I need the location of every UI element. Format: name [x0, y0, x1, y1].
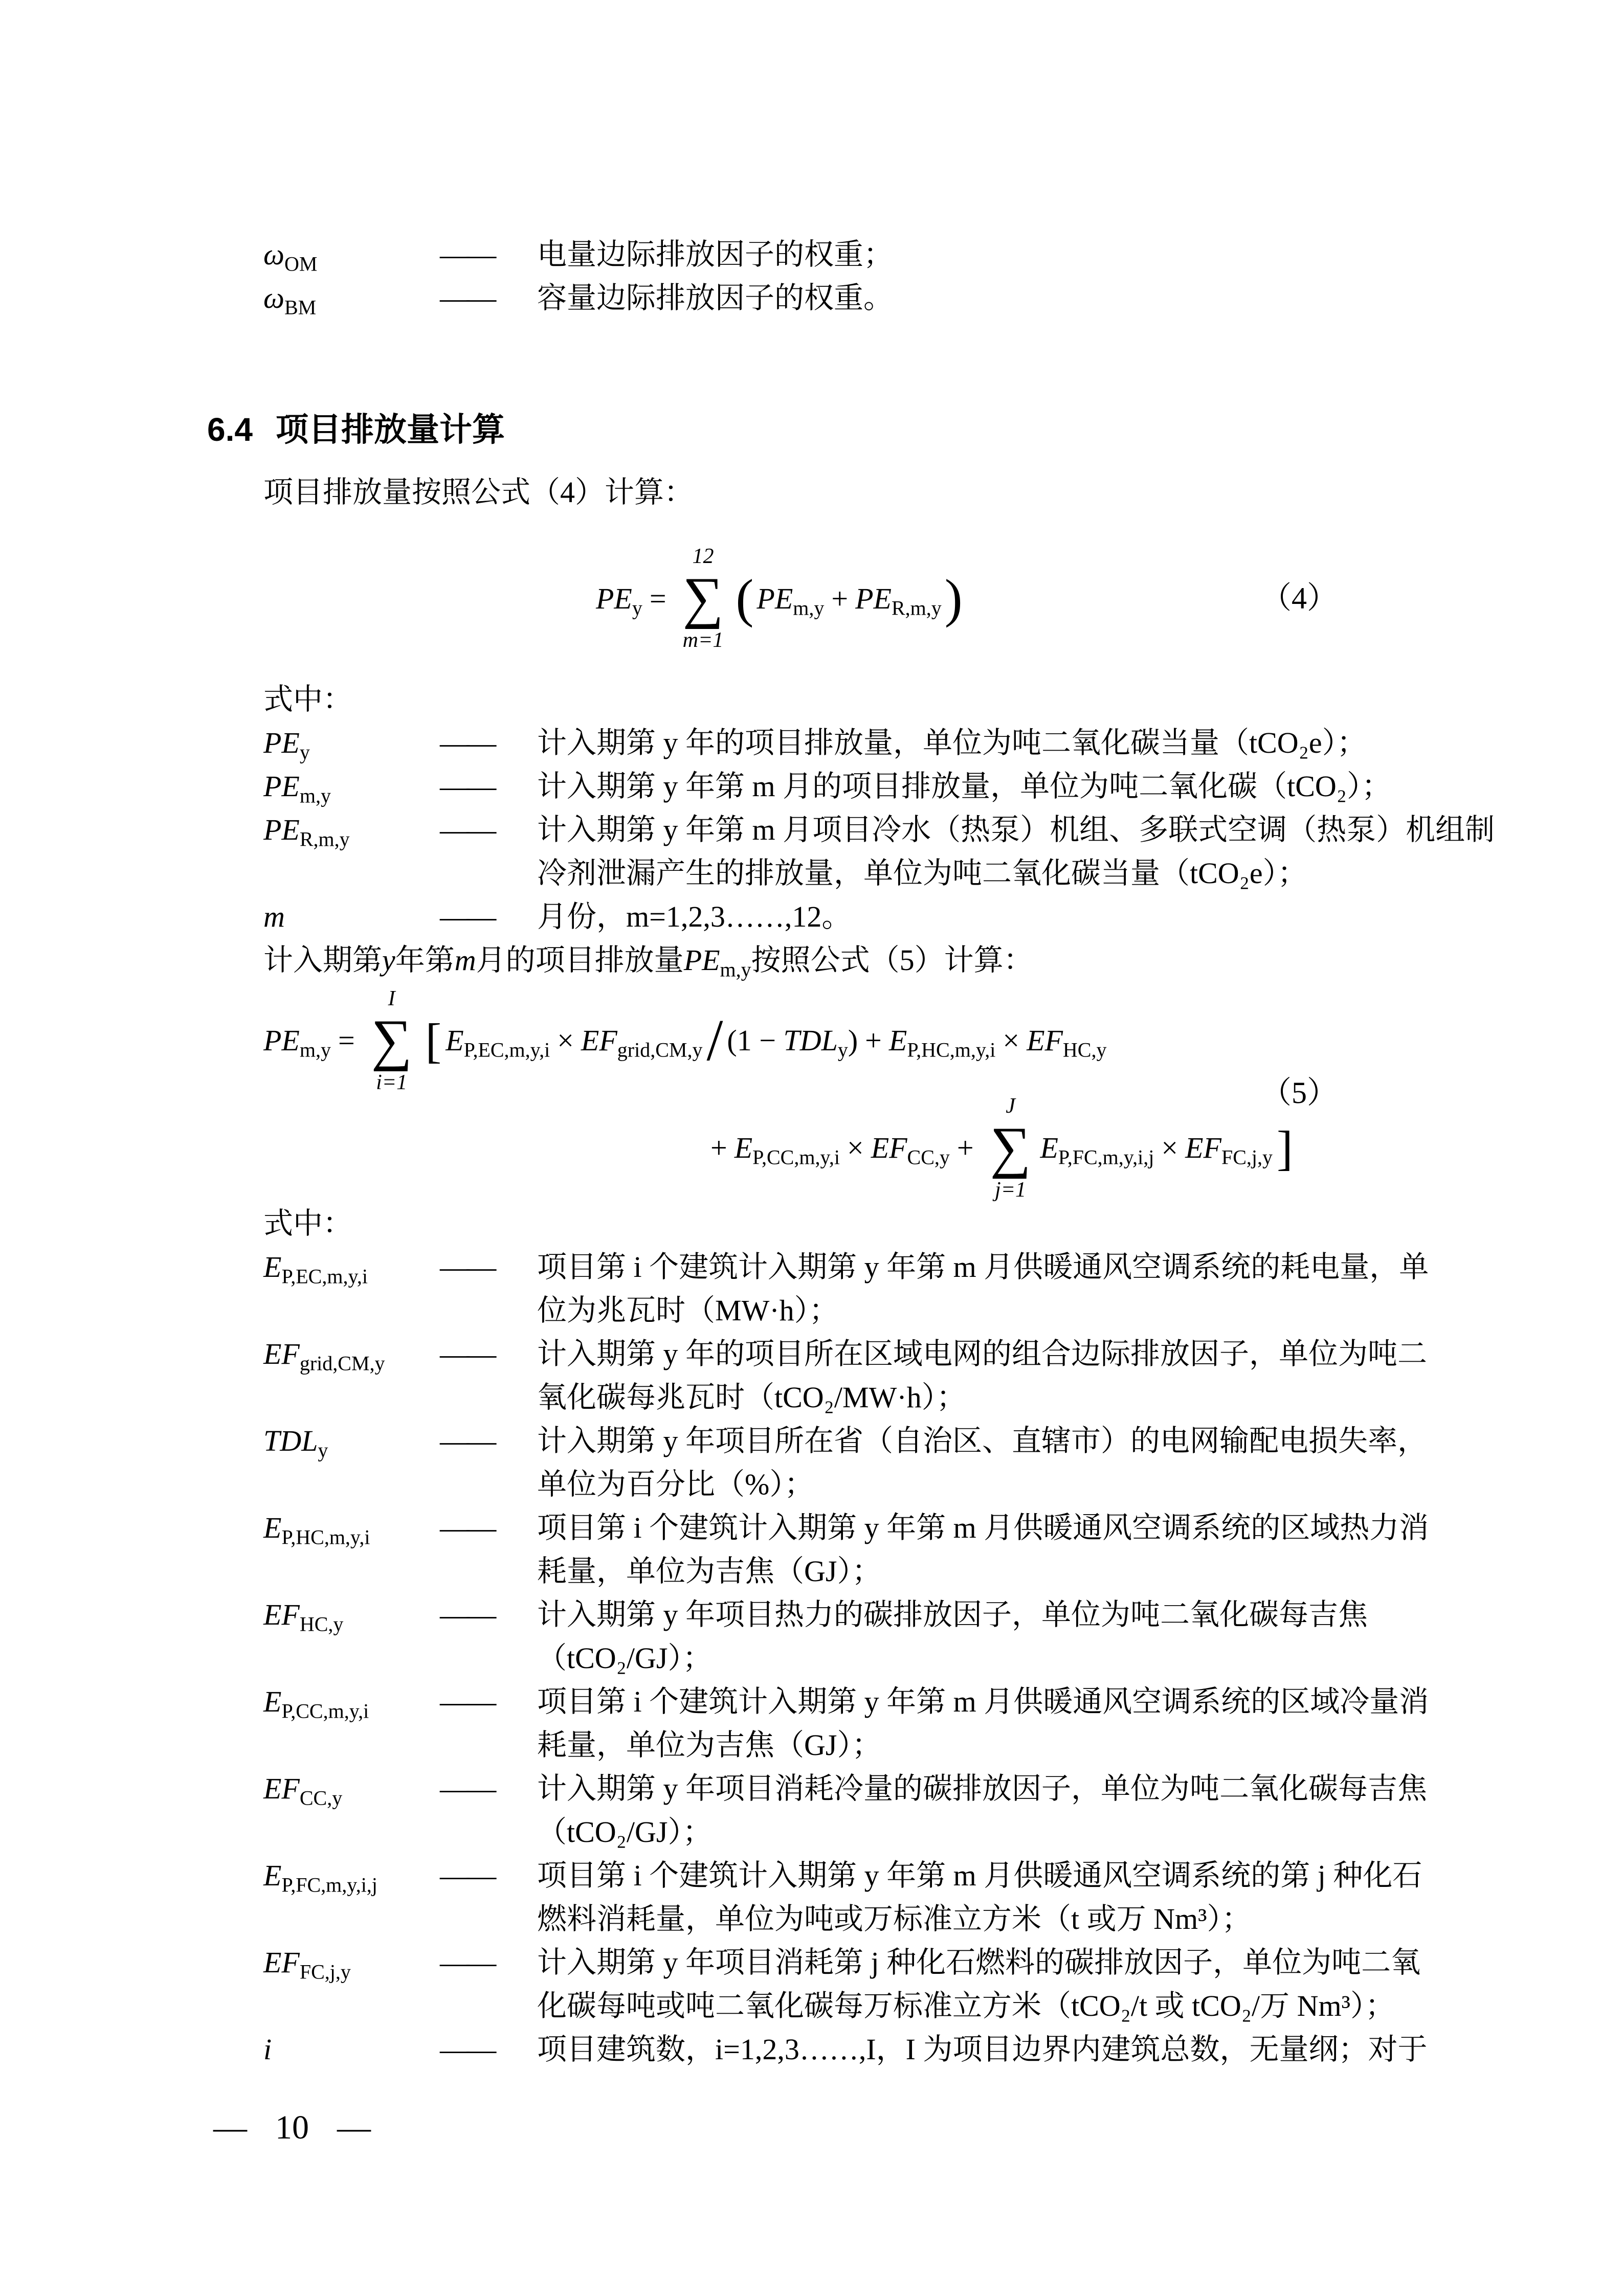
page-number — [213, 2106, 371, 2149]
definition-line: 项目第 i 个建筑计入期第 y 年第 m 月供暖通风空调系统的区域热力消 — [537, 1511, 1429, 1544]
term-symbol — [263, 895, 440, 938]
math-variable — [382, 943, 395, 977]
math-variable-subscript: CC,y — [907, 1146, 950, 1169]
math-variable — [871, 1131, 950, 1169]
term-subscript: P,EC,m,y,i — [281, 1265, 368, 1288]
definition-row — [263, 1593, 1432, 1680]
definition-row — [263, 233, 1432, 276]
formula-5-label: （5） — [1261, 1076, 1338, 1110]
math-variable — [855, 581, 942, 620]
math-variable — [1040, 1131, 1154, 1169]
definition-dash: —— — [440, 1337, 494, 1370]
definition-dash: —— — [440, 1424, 494, 1457]
math-variable — [888, 1023, 996, 1062]
formula-4 — [263, 534, 1432, 662]
math-operator: + — [956, 1131, 974, 1165]
term-base: PE — [263, 813, 300, 846]
summation — [683, 545, 724, 652]
math-variable — [683, 943, 751, 981]
summation-lower-limit: i=1 — [376, 1070, 408, 1094]
page-number-left-dash: — — [213, 2109, 247, 2146]
sigma-symbol: ∑ — [371, 1008, 412, 1072]
math-variable — [783, 1023, 848, 1062]
definition-line: 容量边际排放因子的权重。 — [537, 281, 894, 314]
page-number-value: 10 — [275, 2109, 309, 2146]
math-variable — [1027, 1023, 1107, 1062]
formula-text: 计入期第 — [263, 943, 383, 977]
section-number: 6.4 — [207, 411, 253, 448]
definition-line: 单位为百分比（%）； — [537, 1467, 814, 1501]
definition-text — [537, 1332, 1432, 1419]
math-operator: × — [847, 1131, 864, 1165]
term-base: EF — [263, 1337, 300, 1370]
definition-line: 化碳每吨或吨二氧化碳每万标准立方米（tCO₂/t 或 tCO₂/万 Nm³）； — [537, 1989, 1395, 2022]
term-symbol — [263, 1593, 440, 1636]
definition-text — [537, 1680, 1432, 1767]
term-base: ω — [263, 238, 284, 271]
definition-dash: —— — [440, 2032, 494, 2066]
summation — [371, 987, 412, 1094]
definition-row — [263, 2028, 1432, 2071]
formula-4-expression: $PE_y$ = 12 ∑ m=1 ( $PE_{m,y}$ + $PE_{R,m,y}$ ) — [596, 545, 963, 652]
definition-row — [263, 1767, 1432, 1854]
term-subscript: BM — [284, 296, 317, 319]
math-variable-base: EF — [871, 1131, 907, 1165]
definition-text — [537, 1245, 1432, 1332]
term-base: TDL — [263, 1424, 318, 1457]
where-label-2: 式中： — [263, 1206, 353, 1240]
math-variable-base: TDL — [783, 1024, 838, 1057]
definition-dash: —— — [440, 900, 494, 933]
term-symbol — [263, 1680, 440, 1723]
formula-5-expression-line1: $PE_{m,y}$ = I ∑ i=1 [ $E_{P,EC,m,y,i}$ × $EF_{grid,CM,y}$ / (1 − $TDL_y$ ) + $E_{P,HC,m,y,i}$ × $EF_{HC,y}$ — [263, 987, 1107, 1094]
math-variable-base: E — [734, 1131, 753, 1165]
term-subscript: FC,j,y — [299, 1960, 351, 1984]
math-variable — [596, 581, 642, 620]
math-variable-subscript: P,EC,m,y,i — [463, 1039, 550, 1062]
definition-text — [537, 808, 1495, 895]
definition-dash: —— — [440, 1945, 494, 1979]
definition-dash: —— — [440, 1597, 494, 1631]
section-title: 项目排放量计算 — [275, 411, 505, 448]
term-subscript: P,HC,m,y,i — [281, 1525, 370, 1549]
math-variable-base: E — [446, 1024, 464, 1057]
math-variable-base: PE — [683, 943, 720, 977]
definition-text — [537, 233, 1432, 276]
term-subscript: OM — [284, 252, 318, 276]
definition-text — [537, 764, 1432, 808]
math-operator: = — [649, 581, 666, 615]
term-base: E — [263, 1250, 282, 1284]
term-base: PE — [263, 770, 300, 803]
definition-line: 计入期第 y 年项目所在省（自治区、直辖市）的电网输配电损失率， — [537, 1424, 1428, 1457]
definition-row — [263, 721, 1432, 764]
definition-row — [263, 1941, 1432, 2028]
definition-text — [537, 895, 1432, 938]
definition-row — [263, 276, 1432, 320]
math-variable — [263, 1023, 331, 1062]
term-symbol — [263, 1419, 440, 1462]
definition-line: （tCO₂/GJ）； — [537, 1641, 713, 1675]
definition-row — [263, 1419, 1432, 1506]
definition-dash: —— — [440, 1250, 494, 1284]
definition-line: 计入期第 y 年第 m 月的项目排放量，单位为吨二氧化碳（tCO₂）； — [537, 770, 1392, 803]
term-subscript: y — [318, 1438, 328, 1462]
math-variable-subscript: R,m,y — [891, 596, 942, 620]
term-symbol — [263, 1941, 440, 1984]
term-base: EF — [263, 1771, 300, 1805]
omega-definition-list — [263, 233, 1432, 320]
math-variable-base: PE — [263, 1024, 300, 1057]
definition-dash: —— — [440, 770, 494, 803]
formula-5-definition-list — [263, 1245, 1432, 2071]
term-symbol — [263, 233, 440, 276]
math-operator: × — [1161, 1131, 1178, 1165]
page-content — [207, 233, 1495, 2071]
math-variable-base: E — [888, 1024, 907, 1057]
definition-line: 项目第 i 个建筑计入期第 y 年第 m 月供暖通风空调系统的区域冷量消 — [537, 1684, 1429, 1718]
term-symbol — [263, 1245, 440, 1289]
definition-row — [263, 1854, 1432, 1941]
term-base: EF — [263, 1945, 300, 1979]
summation-lower-limit: m=1 — [682, 628, 724, 652]
term-symbol — [263, 2028, 440, 2071]
term-base: E — [263, 1684, 282, 1718]
math-operator: + — [865, 1024, 882, 1057]
term-subscript: grid,CM,y — [299, 1352, 385, 1375]
summation — [990, 1094, 1031, 1202]
definition-line: 氧化碳每兆瓦时（tCO₂/MW·h）； — [537, 1380, 966, 1414]
definition-line: 燃料消耗量，单位为吨或万标准立方米（t 或万 Nm³）； — [537, 1902, 1252, 1935]
term-subscript: CC,y — [299, 1786, 343, 1810]
definition-line: 计入期第 y 年第 m 月项目冷水（热泵）机组、多联式空调（热泵）机组制 — [537, 813, 1495, 846]
math-variable-base: y — [382, 943, 395, 977]
term-base: E — [263, 1858, 282, 1892]
term-base: i — [263, 2032, 272, 2066]
term-subscript: P,CC,m,y,i — [281, 1699, 369, 1723]
page-number-right-dash: — — [337, 2109, 371, 2146]
math-variable-subscript: grid,CM,y — [617, 1039, 703, 1062]
definition-line: 项目建筑数，i=1,2,3……,I，I 为项目边界内建筑总数，无量纲；对于 — [537, 2032, 1428, 2066]
term-symbol — [263, 764, 440, 808]
term-subscript: y — [299, 740, 310, 764]
formula-text: 年第 — [395, 943, 455, 977]
definition-line: 计入期第 y 年的项目排放量，单位为吨二氧化碳当量（tCO₂e）； — [537, 726, 1367, 759]
definition-line: 项目第 i 个建筑计入期第 y 年第 m 月供暖通风空调系统的耗电量，单 — [537, 1250, 1429, 1284]
definition-row — [263, 895, 1432, 938]
definition-dash: —— — [440, 281, 494, 314]
math-variable-base: EF — [1185, 1131, 1221, 1165]
definition-row — [263, 1680, 1432, 1767]
formula-text: ) — [848, 1024, 858, 1057]
definition-dash: —— — [440, 238, 494, 271]
term-subscript: HC,y — [299, 1612, 344, 1636]
math-variable-subscript: P,FC,m,y,i,j — [1058, 1146, 1154, 1169]
definition-line: 项目第 i 个建筑计入期第 y 年第 m 月供暖通风空调系统的第 j 种化石 — [537, 1858, 1422, 1892]
math-operator: × — [557, 1024, 574, 1057]
math-variable-subscript: m,y — [720, 958, 751, 981]
formula-4-definition-list — [263, 721, 1495, 938]
math-variable-subscript: FC,j,y — [1221, 1146, 1273, 1169]
definition-row — [263, 808, 1495, 895]
math-variable-base: EF — [581, 1024, 617, 1057]
definition-line: 计入期第 y 年项目消耗第 j 种化石燃料的碳排放因子，单位为吨二氧 — [537, 1945, 1421, 1979]
term-base: PE — [263, 726, 300, 759]
term-symbol — [263, 721, 440, 764]
math-operator: × — [1003, 1024, 1020, 1057]
where-label-1: 式中： — [263, 683, 353, 716]
math-variable-base: PE — [855, 581, 892, 615]
definition-text — [537, 1419, 1432, 1506]
definition-text — [537, 1854, 1432, 1941]
definition-dash: —— — [440, 1771, 494, 1805]
definition-text — [537, 2028, 1432, 2071]
definition-line: 耗量，单位为吉焦（GJ）； — [537, 1728, 882, 1762]
term-base: ω — [263, 281, 284, 314]
math-variable-subscript: y — [632, 596, 642, 620]
formula-text: (1 − — [727, 1024, 784, 1057]
math-variable — [446, 1023, 550, 1062]
definition-text — [537, 276, 1432, 320]
math-variable-subscript: P,CC,m,y,i — [752, 1146, 840, 1169]
math-variable-subscript: HC,y — [1062, 1039, 1107, 1062]
definition-row — [263, 1245, 1432, 1332]
intro-formula4-paragraph: 项目排放量按照公式（4）计算： — [263, 476, 694, 509]
sigma-symbol: ∑ — [682, 566, 724, 630]
section-heading — [207, 407, 1432, 453]
definition-line: 冷剂泄漏产生的排放量，单位为吨二氧化碳当量（tCO₂e）； — [537, 857, 1307, 890]
term-symbol — [263, 276, 440, 320]
summation-lower-limit: j=1 — [995, 1178, 1027, 1202]
math-variable — [581, 1023, 703, 1062]
term-symbol — [263, 1854, 440, 1897]
formula-text: 月的项目排放量 — [476, 943, 684, 977]
definition-row — [263, 764, 1432, 808]
definition-line: 位为兆瓦时（MW·h）； — [537, 1293, 839, 1327]
definition-line: 计入期第 y 年项目热力的碳排放因子，单位为吨二氧化碳每吉焦 — [537, 1597, 1368, 1631]
math-variable-base: PE — [596, 581, 632, 615]
definition-line: 计入期第 y 年项目消耗冷量的碳排放因子，单位为吨二氧化碳每吉焦 — [537, 1771, 1428, 1805]
definition-text — [537, 721, 1432, 764]
summation-upper-limit: I — [388, 987, 395, 1010]
math-variable — [1185, 1131, 1273, 1169]
math-variable — [455, 943, 476, 977]
sigma-symbol: ∑ — [990, 1116, 1031, 1180]
term-subscript: R,m,y — [299, 827, 350, 851]
term-base: EF — [263, 1597, 300, 1631]
definition-dash: —— — [440, 813, 494, 846]
term-symbol — [263, 1332, 440, 1376]
definition-text — [537, 1941, 1432, 2028]
math-operator: + — [710, 1131, 727, 1165]
formula-5 — [263, 987, 1432, 1202]
math-variable-subscript: y — [837, 1039, 848, 1062]
summation-upper-limit: 12 — [692, 545, 714, 569]
formula-5-expression-line2: + $E_{P,CC,m,y,i}$ × $EF_{CC,y}$ + J ∑ j=1 $E_{P,FC,m,y,i,j}$ × $EF_{FC,j,y}$ ] — [710, 1094, 1293, 1202]
definition-line: 电量边际排放因子的权重； — [537, 238, 894, 271]
math-operator: = — [338, 1024, 355, 1057]
term-subscript: m,y — [299, 784, 331, 807]
definition-line: 计入期第 y 年的项目所在区域电网的组合边际排放因子，单位为吨二 — [537, 1337, 1428, 1370]
math-variable-subscript: P,HC,m,y,i — [907, 1039, 996, 1062]
term-base: E — [263, 1511, 282, 1544]
math-variable-base: EF — [1027, 1024, 1063, 1057]
definition-text — [537, 1767, 1432, 1854]
math-operator: + — [831, 581, 849, 615]
definition-row — [263, 1332, 1432, 1419]
formula-text: 按照公式（5）计算： — [751, 943, 1033, 977]
definition-row — [263, 1506, 1432, 1593]
math-variable-base: PE — [757, 581, 793, 615]
math-variable-base: E — [1040, 1131, 1058, 1165]
summation-upper-limit: J — [1006, 1094, 1015, 1118]
definition-dash: —— — [440, 1684, 494, 1718]
math-variable-base: m — [454, 943, 476, 977]
term-symbol — [263, 1506, 440, 1549]
term-base: m — [263, 900, 285, 933]
definition-line: 月份，m=1,2,3……,12。 — [537, 900, 852, 933]
definition-dash: —— — [440, 1511, 494, 1544]
definition-dash: —— — [440, 1858, 494, 1892]
definition-text — [537, 1506, 1432, 1593]
term-subscript: P,FC,m,y,i,j — [281, 1873, 377, 1897]
definition-line: 耗量，单位为吉焦（GJ）； — [537, 1554, 882, 1588]
term-symbol — [263, 808, 440, 851]
math-variable — [734, 1131, 840, 1169]
math-variable-subscript: m,y — [793, 596, 825, 620]
intro-formula5-paragraph — [263, 938, 1432, 982]
definition-dash: —— — [440, 726, 494, 759]
term-symbol — [263, 1767, 440, 1810]
math-variable-subscript: m,y — [299, 1039, 331, 1062]
definition-line: （tCO₂/GJ）； — [537, 1815, 713, 1849]
formula-4-label: （4） — [1261, 581, 1338, 615]
definition-text — [537, 1593, 1432, 1680]
math-variable — [757, 581, 825, 620]
